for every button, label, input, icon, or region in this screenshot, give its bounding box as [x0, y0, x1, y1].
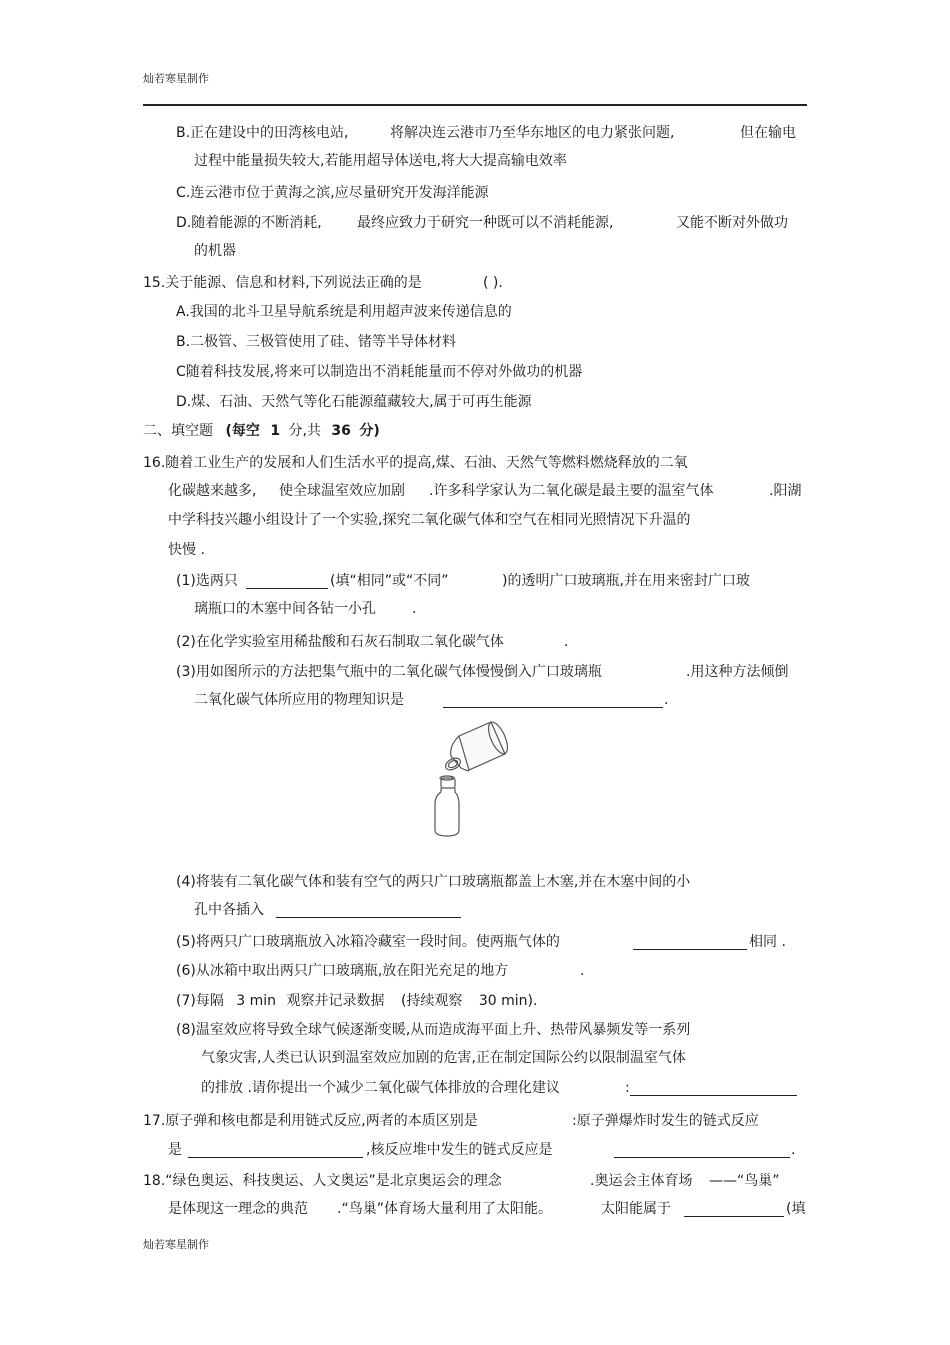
q18-line-2a: 是体现这一理念的典范: [168, 1201, 308, 1217]
q16-step-6b: .: [580, 963, 585, 979]
q15-option-d: D.煤、石油、天然气等化石能源蕴藏较大,属于可再生能源: [176, 394, 532, 410]
q16-step-7b: 3 min: [236, 993, 277, 1009]
q18-line-1b: .奥运会主体育场: [590, 1173, 693, 1189]
q16-step-8b: 气象灾害,人类已认识到温室效应加剧的危害,正在制定国际公约以限制温室气体: [201, 1050, 686, 1066]
q16-step-1b: (填“相同”或“不同”: [330, 573, 449, 589]
q16-step-1a: (1)选两只: [176, 573, 238, 589]
q16-step-1e: .: [412, 601, 417, 617]
q14-option-b-lead: B.正在建设中的田湾核电站,: [176, 125, 349, 141]
q16-line-3: 中学科技兴趣小组设计了一个实验,探究二氧化碳气体和空气在相同光照情况下升温的: [168, 512, 691, 528]
q16-step-5-blank[interactable]: [633, 949, 747, 950]
q16-step-3b: .用这种方法倾倒: [686, 664, 789, 680]
q16-step-4a: (4)将装有二氧化碳气体和装有空气的两只广口玻璃瓶都盖上木塞,并在木塞中间的小: [176, 874, 691, 890]
section-heading-title: 二、填空题: [143, 423, 213, 439]
q16-step-8d: :: [625, 1080, 630, 1096]
q14-option-d-lead: D.随着能源的不断消耗,: [176, 215, 322, 231]
q16-step-3d: .: [664, 692, 669, 708]
q14-option-d-cont: 的机器: [194, 243, 236, 259]
q15-stem: 15.关于能源、信息和材料,下列说法正确的是: [143, 275, 422, 291]
q16-step-7: [176, 992, 537, 1010]
q15-option-b: B.二极管、三极管使用了硅、锗等半导体材料: [176, 334, 457, 350]
q18-line-2d: (填: [786, 1201, 806, 1217]
q14-option-c: C.连云港市位于黄海之滨,应尽量研究开发海洋能源: [176, 185, 489, 201]
footer-watermark: 灿若寒星制作: [143, 1238, 209, 1251]
q16-step-7a: (7)每隔: [176, 993, 224, 1009]
q17-line-1a: 17.原子弹和核电都是利用链式反应,两者的本质区别是: [143, 1113, 478, 1129]
q15-option-c: C随着科技发展,将来可以制造出不消耗能量而不停对外做功的机器: [176, 364, 583, 380]
q16-step-3a: (3)用如图所示的方法把集气瓶中的二氧化碳气体慢慢倒入广口玻璃瓶: [176, 664, 602, 680]
section-heading-n1: 1: [270, 423, 281, 439]
q15-answer-paren: ( ).: [483, 275, 503, 291]
q16-step-5b: 相同 .: [749, 934, 786, 950]
q14-option-b-end: 但在输电: [740, 125, 796, 141]
q16-line-2c: .许多科学家认为二氧化碳是最主要的温室气体: [429, 483, 714, 499]
q16-step-8-blank[interactable]: [630, 1095, 797, 1096]
q16-step-8c: 的排放 .请你提出一个减少二氧化碳气体排放的合理化建议: [201, 1080, 560, 1096]
wide-mouth-bottle: [435, 776, 459, 836]
q14-option-d-end: 又能不断对外做功: [676, 215, 788, 231]
q18-line-2b: .“鸟巢”体育场大量利用了太阳能。: [337, 1201, 552, 1217]
q14-option-b-mid: 将解决连云港市乃至华东地区的电力紧张问题,: [390, 125, 675, 141]
q16-step-3c: 二氧化碳气体所应用的物理知识是: [194, 692, 404, 708]
q16-step-5a: (5)将两只广口玻璃瓶放入冰箱冷藏室一段时间。使两瓶气体的: [176, 934, 560, 950]
q16-step-1d: 璃瓶口的木塞中间各钻一小孔: [194, 601, 376, 617]
q18-line-2c: 太阳能属于: [601, 1201, 671, 1217]
q16-step-1-blank[interactable]: [246, 588, 328, 589]
tilted-gas-jar: [444, 720, 512, 772]
q17-line-1b: :原子弹爆炸时发生的链式反应: [572, 1113, 759, 1129]
header-watermark: 灿若寒星制作: [143, 72, 209, 85]
q16-step-6a: (6)从冰箱中取出两只广口玻璃瓶,放在阳光充足的地方: [176, 963, 509, 979]
q16-step-7c: 观察并记录数据: [286, 993, 385, 1009]
q16-step-8a: (8)温室效应将导致全球气候逐渐变暖,从而造成海平面上升、热带风暴频发等一系列: [176, 1022, 691, 1038]
q18-line-1a: 18.“绿色奥运、科技奥运、人文奥运”是北京奥运会的理念: [143, 1173, 502, 1189]
header-rule: [143, 104, 807, 106]
q15-option-a: A.我国的北斗卫星导航系统是利用超声波来传递信息的: [176, 304, 512, 320]
q17-line-2a: 是: [168, 1142, 182, 1158]
pouring-bottles-figure: [425, 720, 515, 845]
q16-step-7e: 30 min).: [478, 993, 538, 1009]
q16-step-2a: (2)在化学实验室用稀盐酸和石灰石制取二氧化碳气体: [176, 634, 504, 650]
q17-line-2b: ,核反应堆中发生的链式反应是: [366, 1142, 553, 1158]
q16-step-4-blank[interactable]: [276, 917, 461, 918]
section-heading-p3: 分): [359, 423, 380, 439]
q16-step-3-blank[interactable]: [443, 707, 663, 708]
q16-step-2b: .: [564, 634, 569, 650]
q16-line-1: 16.随着工业生产的发展和人们生活水平的提高,煤、石油、天然气等燃料燃烧释放的二氧: [143, 455, 688, 471]
q16-step-4b: 孔中各插入: [194, 902, 264, 918]
q14-option-b-cont: 过程中能量损失较大,若能用超导体送电,将大大提高输电效率: [194, 153, 567, 169]
q18-line-1c: ——“鸟巢”: [709, 1173, 780, 1189]
q16-line-2b: 使全球温室效应加剧: [279, 483, 405, 499]
q16-line-2d: .阳湖: [769, 483, 802, 499]
q16-line-2a: 化碳越来越多,: [168, 483, 257, 499]
section-heading: [143, 422, 380, 440]
q17-blank-1[interactable]: [188, 1157, 363, 1158]
section-heading-n2: 36: [331, 423, 351, 439]
q16-step-7d: (持续观察: [400, 993, 463, 1009]
q16-step-1c: )的透明广口玻璃瓶,并在用来密封广口玻: [502, 573, 750, 589]
section-heading-p1: (每空: [225, 423, 260, 439]
q17-line-2c: .: [791, 1142, 796, 1158]
q17-blank-2[interactable]: [614, 1157, 790, 1158]
q16-line-4: 快慢 .: [168, 542, 205, 558]
q14-option-d-mid: 最终应致力于研究一种既可以不消耗能源,: [357, 215, 614, 231]
section-heading-p2: 分,共: [288, 423, 321, 439]
q18-blank[interactable]: [684, 1216, 784, 1217]
